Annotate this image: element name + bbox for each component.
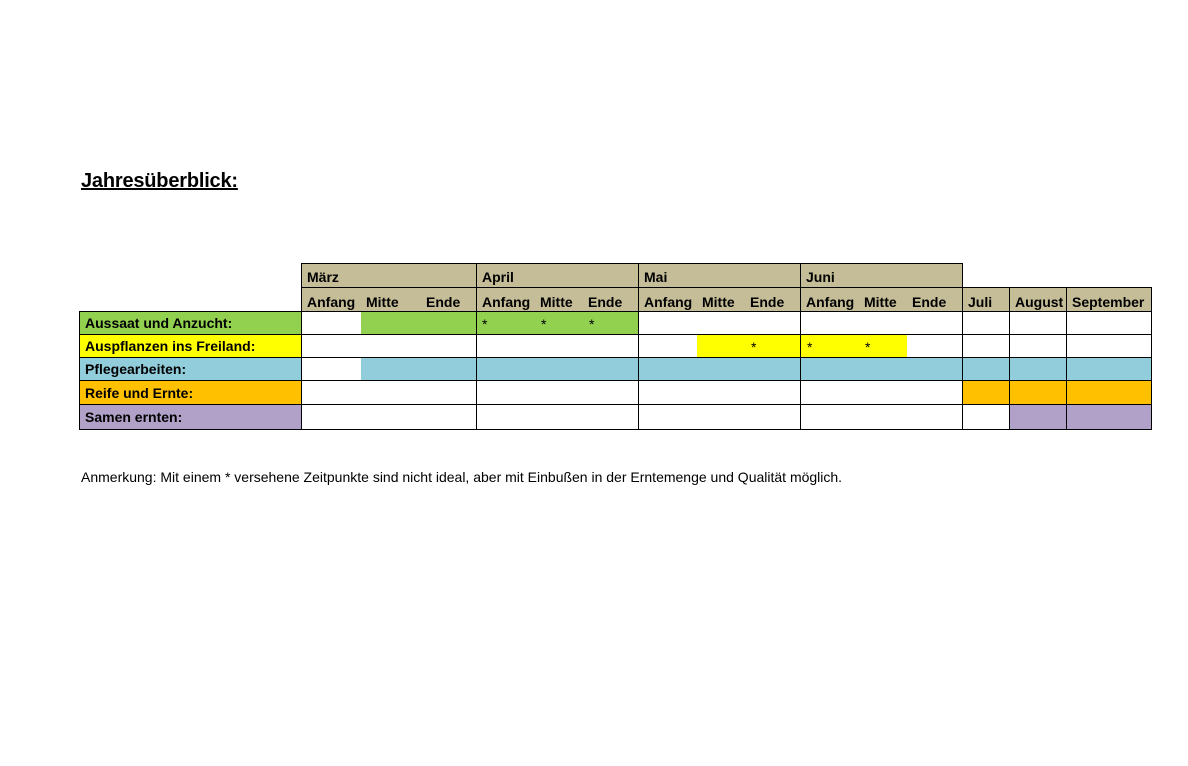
cell-samen-maerz [301, 404, 477, 430]
subheader-april [476, 287, 639, 312]
cell-reife-august [1009, 380, 1067, 405]
subheader-label: Mitte [366, 294, 399, 310]
cell-samen-august [1009, 404, 1067, 430]
cell-auspflanzen-august [1009, 334, 1067, 358]
cell-reife-september [1066, 380, 1152, 405]
subheader-label: Ende [426, 294, 461, 310]
cell-auspflanzen-juli [962, 334, 1010, 358]
cell-aussaat-juni [800, 311, 963, 335]
subheader-label: Anfang [644, 294, 693, 310]
month-header-mai [638, 263, 801, 288]
month-label: März [307, 269, 339, 285]
cell-reife-juli [962, 380, 1010, 405]
star-marker: * [589, 316, 595, 332]
cell-aussaat-april [476, 311, 639, 335]
star-marker: * [482, 316, 488, 332]
row-label-auspflanzen: Auspflanzen ins Freiland: [79, 334, 302, 358]
cell-samen-juli [962, 404, 1010, 430]
period-fill [801, 335, 907, 357]
cell-auspflanzen-april [476, 334, 639, 358]
cell-aussaat-mai [638, 311, 801, 335]
cell-pflege-august [1009, 357, 1067, 381]
subheader-maerz [301, 287, 477, 312]
subheader-label: Mitte [540, 294, 573, 310]
cell-pflege-mai [638, 357, 801, 381]
subheader-mai [638, 287, 801, 312]
cell-samen-september [1066, 404, 1152, 430]
month-label: September [1072, 294, 1145, 310]
cell-reife-april [476, 380, 639, 405]
footnote: Anmerkung: Mit einem * versehene Zeitpunkte sind nicht ideal, aber mit Einbußen in der Erntemenge und Qualität möglich. [81, 469, 843, 485]
subheader-label: Ende [750, 294, 785, 310]
row-label-samen: Samen ernten: [79, 404, 302, 430]
month-label: April [482, 269, 514, 285]
star-marker: * [541, 316, 547, 332]
month-label: Juni [806, 269, 835, 285]
cell-aussaat-juli [962, 311, 1010, 335]
cell-pflege-maerz [301, 357, 477, 381]
subheader-label: Mitte [864, 294, 897, 310]
page-title: Jahresüberblick: [81, 170, 238, 192]
star-marker: * [807, 339, 813, 355]
header-juli [962, 287, 1010, 312]
month-header-april [476, 263, 639, 288]
header-september [1066, 287, 1152, 312]
month-label: Mai [644, 269, 668, 285]
month-label: Juli [968, 294, 993, 310]
cell-reife-mai [638, 380, 801, 405]
subheader-label: Anfang [307, 294, 356, 310]
cell-pflege-juni [800, 357, 963, 381]
cell-pflege-september [1066, 357, 1152, 381]
header-august [1009, 287, 1067, 312]
cell-pflege-juli [962, 357, 1010, 381]
cell-aussaat-september [1066, 311, 1152, 335]
cell-aussaat-maerz [301, 311, 477, 335]
cell-aussaat-august [1009, 311, 1067, 335]
cell-auspflanzen-maerz [301, 334, 477, 358]
month-header-maerz [301, 263, 477, 288]
subheader-label: Ende [912, 294, 947, 310]
cell-samen-april [476, 404, 639, 430]
cell-samen-mai [638, 404, 801, 430]
subheader-label: Ende [588, 294, 623, 310]
subheader-label: Mitte [702, 294, 735, 310]
subheader-juni [800, 287, 963, 312]
subheader-label: Anfang [806, 294, 855, 310]
cell-auspflanzen-juni [800, 334, 963, 358]
row-label-aussaat: Aussaat und Anzucht: [79, 311, 302, 335]
star-marker: * [751, 339, 757, 355]
cell-reife-maerz [301, 380, 477, 405]
subheader-label: Anfang [482, 294, 531, 310]
row-label-reife: Reife und Ernte: [79, 380, 302, 405]
cell-samen-juni [800, 404, 963, 430]
cell-pflege-april [476, 357, 639, 381]
period-fill [361, 358, 476, 380]
month-header-juni [800, 263, 963, 288]
cell-auspflanzen-september [1066, 334, 1152, 358]
star-marker: * [865, 339, 871, 355]
period-fill [697, 335, 800, 357]
period-fill [361, 312, 476, 334]
row-label-pflege: Pflegearbeiten: [79, 357, 302, 381]
cell-auspflanzen-mai [638, 334, 801, 358]
month-label: August [1015, 294, 1064, 310]
cell-reife-juni [800, 380, 963, 405]
